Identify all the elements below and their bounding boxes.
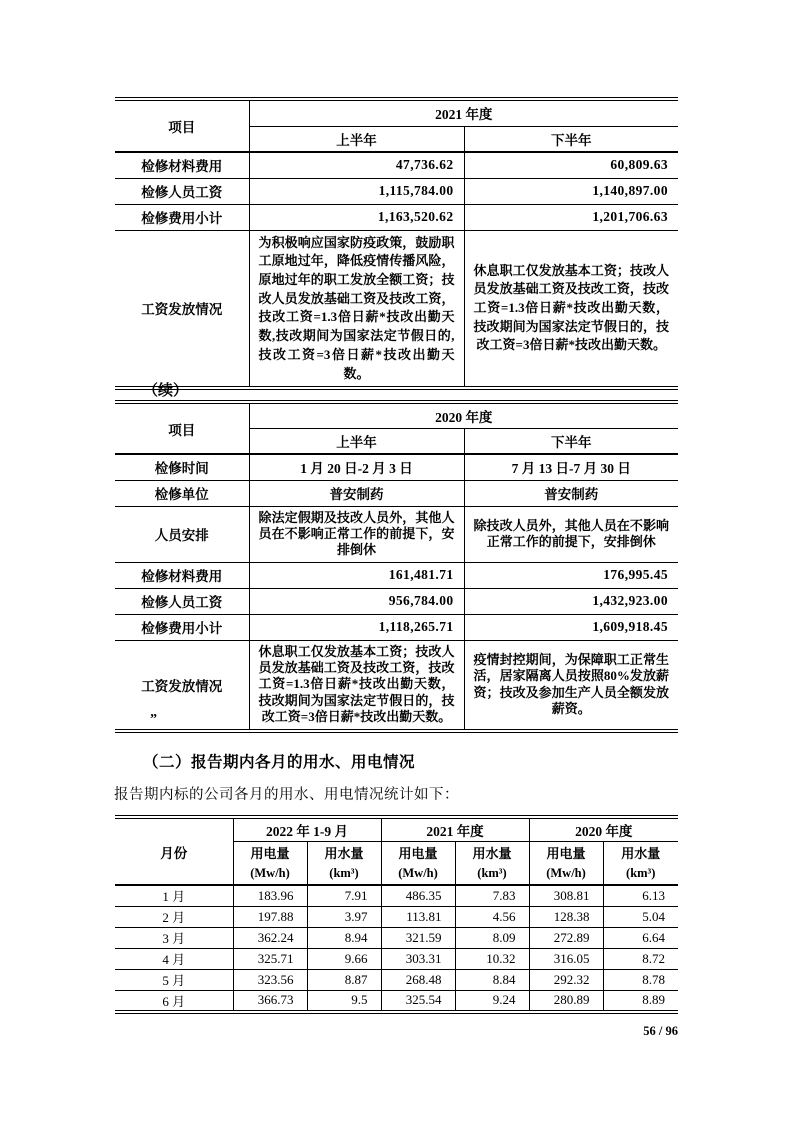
column-header-water [603, 841, 678, 885]
column-header-h2: 下半年 [464, 126, 678, 152]
measure-label: 用电量 [250, 845, 290, 861]
cell-value: 272.89 [529, 927, 603, 948]
header-row-year [115, 402, 678, 428]
table-row [115, 178, 678, 204]
cell-value: 176,995.45 [464, 562, 678, 588]
cell-value: 7 月 13 日-7 月 30 日 [464, 454, 678, 480]
closing-quote: ” [150, 712, 157, 727]
measure-unit: (km³) [626, 865, 656, 880]
table-row [115, 480, 678, 506]
continued-label: （续） [143, 383, 189, 399]
cell-value: 486.35 [381, 885, 455, 906]
cell-value: 8.72 [603, 948, 678, 969]
column-header-water [455, 841, 529, 885]
table-row [115, 230, 678, 388]
cell-value: 普安制药 [464, 480, 678, 506]
cell-value: 268.48 [381, 969, 455, 990]
table-row [115, 506, 678, 562]
row-label: 检修费用小计 [115, 204, 249, 230]
row-label: 检修人员工资 [115, 588, 249, 614]
row-label: 工资发放情况 [115, 230, 249, 388]
row-label: 检修时间 [115, 454, 249, 480]
table-row [115, 969, 678, 990]
cell-value: 8.09 [455, 927, 529, 948]
header-row-year [115, 99, 678, 126]
maintenance-2020-table [115, 400, 678, 733]
row-label: 检修费用小计 [115, 614, 249, 640]
month-label: 6 月 [115, 990, 233, 1012]
cell-value: 1,201,706.63 [464, 204, 678, 230]
month-label: 4 月 [115, 948, 233, 969]
cell-value: 8.89 [603, 990, 678, 1012]
measure-label: 用水量 [472, 845, 512, 861]
measure-label: 用电量 [546, 845, 586, 861]
cell-value: 10.32 [455, 948, 529, 969]
cell-value: 47,736.62 [249, 152, 464, 178]
cell-value: 6.64 [603, 927, 678, 948]
cell-value: 321.59 [381, 927, 455, 948]
month-label: 1 月 [115, 885, 233, 906]
year-header: 2020 年度 [249, 402, 678, 428]
row-label: 检修单位 [115, 480, 249, 506]
table-row [115, 204, 678, 230]
cell-value: 325.71 [233, 948, 307, 969]
cell-value: 366.73 [233, 990, 307, 1012]
column-header-h1: 上半年 [249, 126, 464, 152]
corner-header: 月份 [115, 817, 233, 885]
cell-value: 1,140,897.00 [464, 178, 678, 204]
cell-value: 8.94 [307, 927, 381, 948]
cell-value: 280.89 [529, 990, 603, 1012]
cell-value: 113.81 [381, 906, 455, 927]
cell-text: 休息职工仅发放基本工资；技改人员发放基础工资及技改工资，技改工资=1.3倍日薪*技改出勤天数，技改期间为国家法定节假日的，技改工资=3倍日薪*技改出勤天数。 [249, 640, 464, 730]
month-label: 3 月 [115, 927, 233, 948]
table-row [115, 614, 678, 640]
table-row [115, 588, 678, 614]
cell-value: 308.81 [529, 885, 603, 906]
cell-value: 323.56 [233, 969, 307, 990]
row-label: 检修材料费用 [115, 562, 249, 588]
year-group-2021: 2021 年度 [381, 817, 529, 841]
maintenance-2021-table [115, 97, 678, 390]
measure-label: 用水量 [621, 845, 661, 861]
cell-text: 休息职工仅发放基本工资；技改人员发放基础工资及技改工资，技改工资=1.3倍日薪*技改出勤天数，技改期间为国家法定节假日的，技改工资=3倍日薪*技改出勤天数。 [464, 230, 678, 388]
column-header-h2: 下半年 [464, 428, 678, 454]
measure-unit: (km³) [329, 865, 359, 880]
table-row [115, 640, 678, 730]
cell-value: 7.91 [307, 885, 381, 906]
cell-value: 292.32 [529, 969, 603, 990]
cell-value: 8.84 [455, 969, 529, 990]
measure-label: 用电量 [398, 845, 438, 861]
table-row [115, 906, 678, 927]
table-row [115, 990, 678, 1012]
cell-value: 325.54 [381, 990, 455, 1012]
measure-unit: (Mw/h) [398, 865, 438, 880]
table-row [115, 562, 678, 588]
cell-value: 9.5 [307, 990, 381, 1012]
header-row-years [115, 817, 678, 841]
cell-value: 9.66 [307, 948, 381, 969]
cell-value: 956,784.00 [249, 588, 464, 614]
cell-value: 8.78 [603, 969, 678, 990]
row-label: 检修材料费用 [115, 152, 249, 178]
cell-text: 除法定假期及技改人员外，其他人员在不影响正常工作的前提下，安排倒休 [249, 506, 464, 562]
measure-unit: (Mw/h) [546, 865, 586, 880]
column-header-electricity [233, 841, 307, 885]
column-header-electricity [381, 841, 455, 885]
page-number: 56 / 96 [643, 1024, 678, 1038]
cell-text: 为积极响应国家防疫政策，鼓励职工原地过年，降低疫情传播风险，原地过年的职工发放全额工资；技改人员发放基础工资及技改工资，技改工资=1.3倍日薪*技改出勤天数,技改期间为国家法定节假日的,技改工资=3倍日薪*技改出勤天数。 [249, 230, 464, 388]
year-group-2020: 2020 年度 [529, 817, 678, 841]
row-label: 检修人员工资 [115, 178, 249, 204]
cell-value: 60,809.63 [464, 152, 678, 178]
cell-value: 1,118,265.71 [249, 614, 464, 640]
section-heading: （二）报告期内各月的用水、用电情况 [143, 754, 416, 771]
measure-unit: (Mw/h) [250, 865, 290, 880]
cell-value: 161,481.71 [249, 562, 464, 588]
column-header-water [307, 841, 381, 885]
cell-value: 197.88 [233, 906, 307, 927]
cell-value: 6.13 [603, 885, 678, 906]
row-label: 人员安排 [115, 506, 249, 562]
usage-table [115, 815, 678, 1014]
cell-value: 362.24 [233, 927, 307, 948]
cell-value: 7.83 [455, 885, 529, 906]
cell-value: 1,609,918.45 [464, 614, 678, 640]
cell-value: 128.38 [529, 906, 603, 927]
cell-text: 疫情封控期间，为保障职工正常生活，居家隔离人员按照80%发放薪资；技改及参加生产人员全额发放薪资。 [464, 640, 678, 730]
table-row [115, 152, 678, 178]
cell-value: 5.04 [603, 906, 678, 927]
cell-value: 普安制药 [249, 480, 464, 506]
month-label: 2 月 [115, 906, 233, 927]
cell-value: 1 月 20 日-2 月 3 日 [249, 454, 464, 480]
cell-value: 183.96 [233, 885, 307, 906]
measure-label: 用水量 [324, 845, 364, 861]
cell-value: 9.24 [455, 990, 529, 1012]
month-label: 5 月 [115, 969, 233, 990]
cell-value: 4.56 [455, 906, 529, 927]
cell-value: 1,432,923.00 [464, 588, 678, 614]
cell-value: 316.05 [529, 948, 603, 969]
table-row [115, 885, 678, 906]
column-header-h1: 上半年 [249, 428, 464, 454]
cell-value: 1,163,520.62 [249, 204, 464, 230]
intro-paragraph: 报告期内标的公司各月的用水、用电情况统计如下： [114, 787, 459, 803]
column-header-electricity [529, 841, 603, 885]
table-row [115, 948, 678, 969]
cell-text: 除技改人员外，其他人员在不影响正常工作的前提下，安排倒休 [464, 506, 678, 562]
year-group-2022: 2022 年 1-9 月 [233, 817, 381, 841]
year-header: 2021 年度 [249, 99, 678, 126]
measure-unit: (km³) [477, 865, 507, 880]
table-row [115, 454, 678, 480]
table-row [115, 927, 678, 948]
cell-value: 8.87 [307, 969, 381, 990]
cell-value: 303.31 [381, 948, 455, 969]
corner-header: 项目 [115, 99, 249, 152]
cell-value: 3.97 [307, 906, 381, 927]
row-label: 工资发放情况 [115, 640, 249, 730]
cell-value: 1,115,784.00 [249, 178, 464, 204]
corner-header: 项目 [115, 402, 249, 454]
